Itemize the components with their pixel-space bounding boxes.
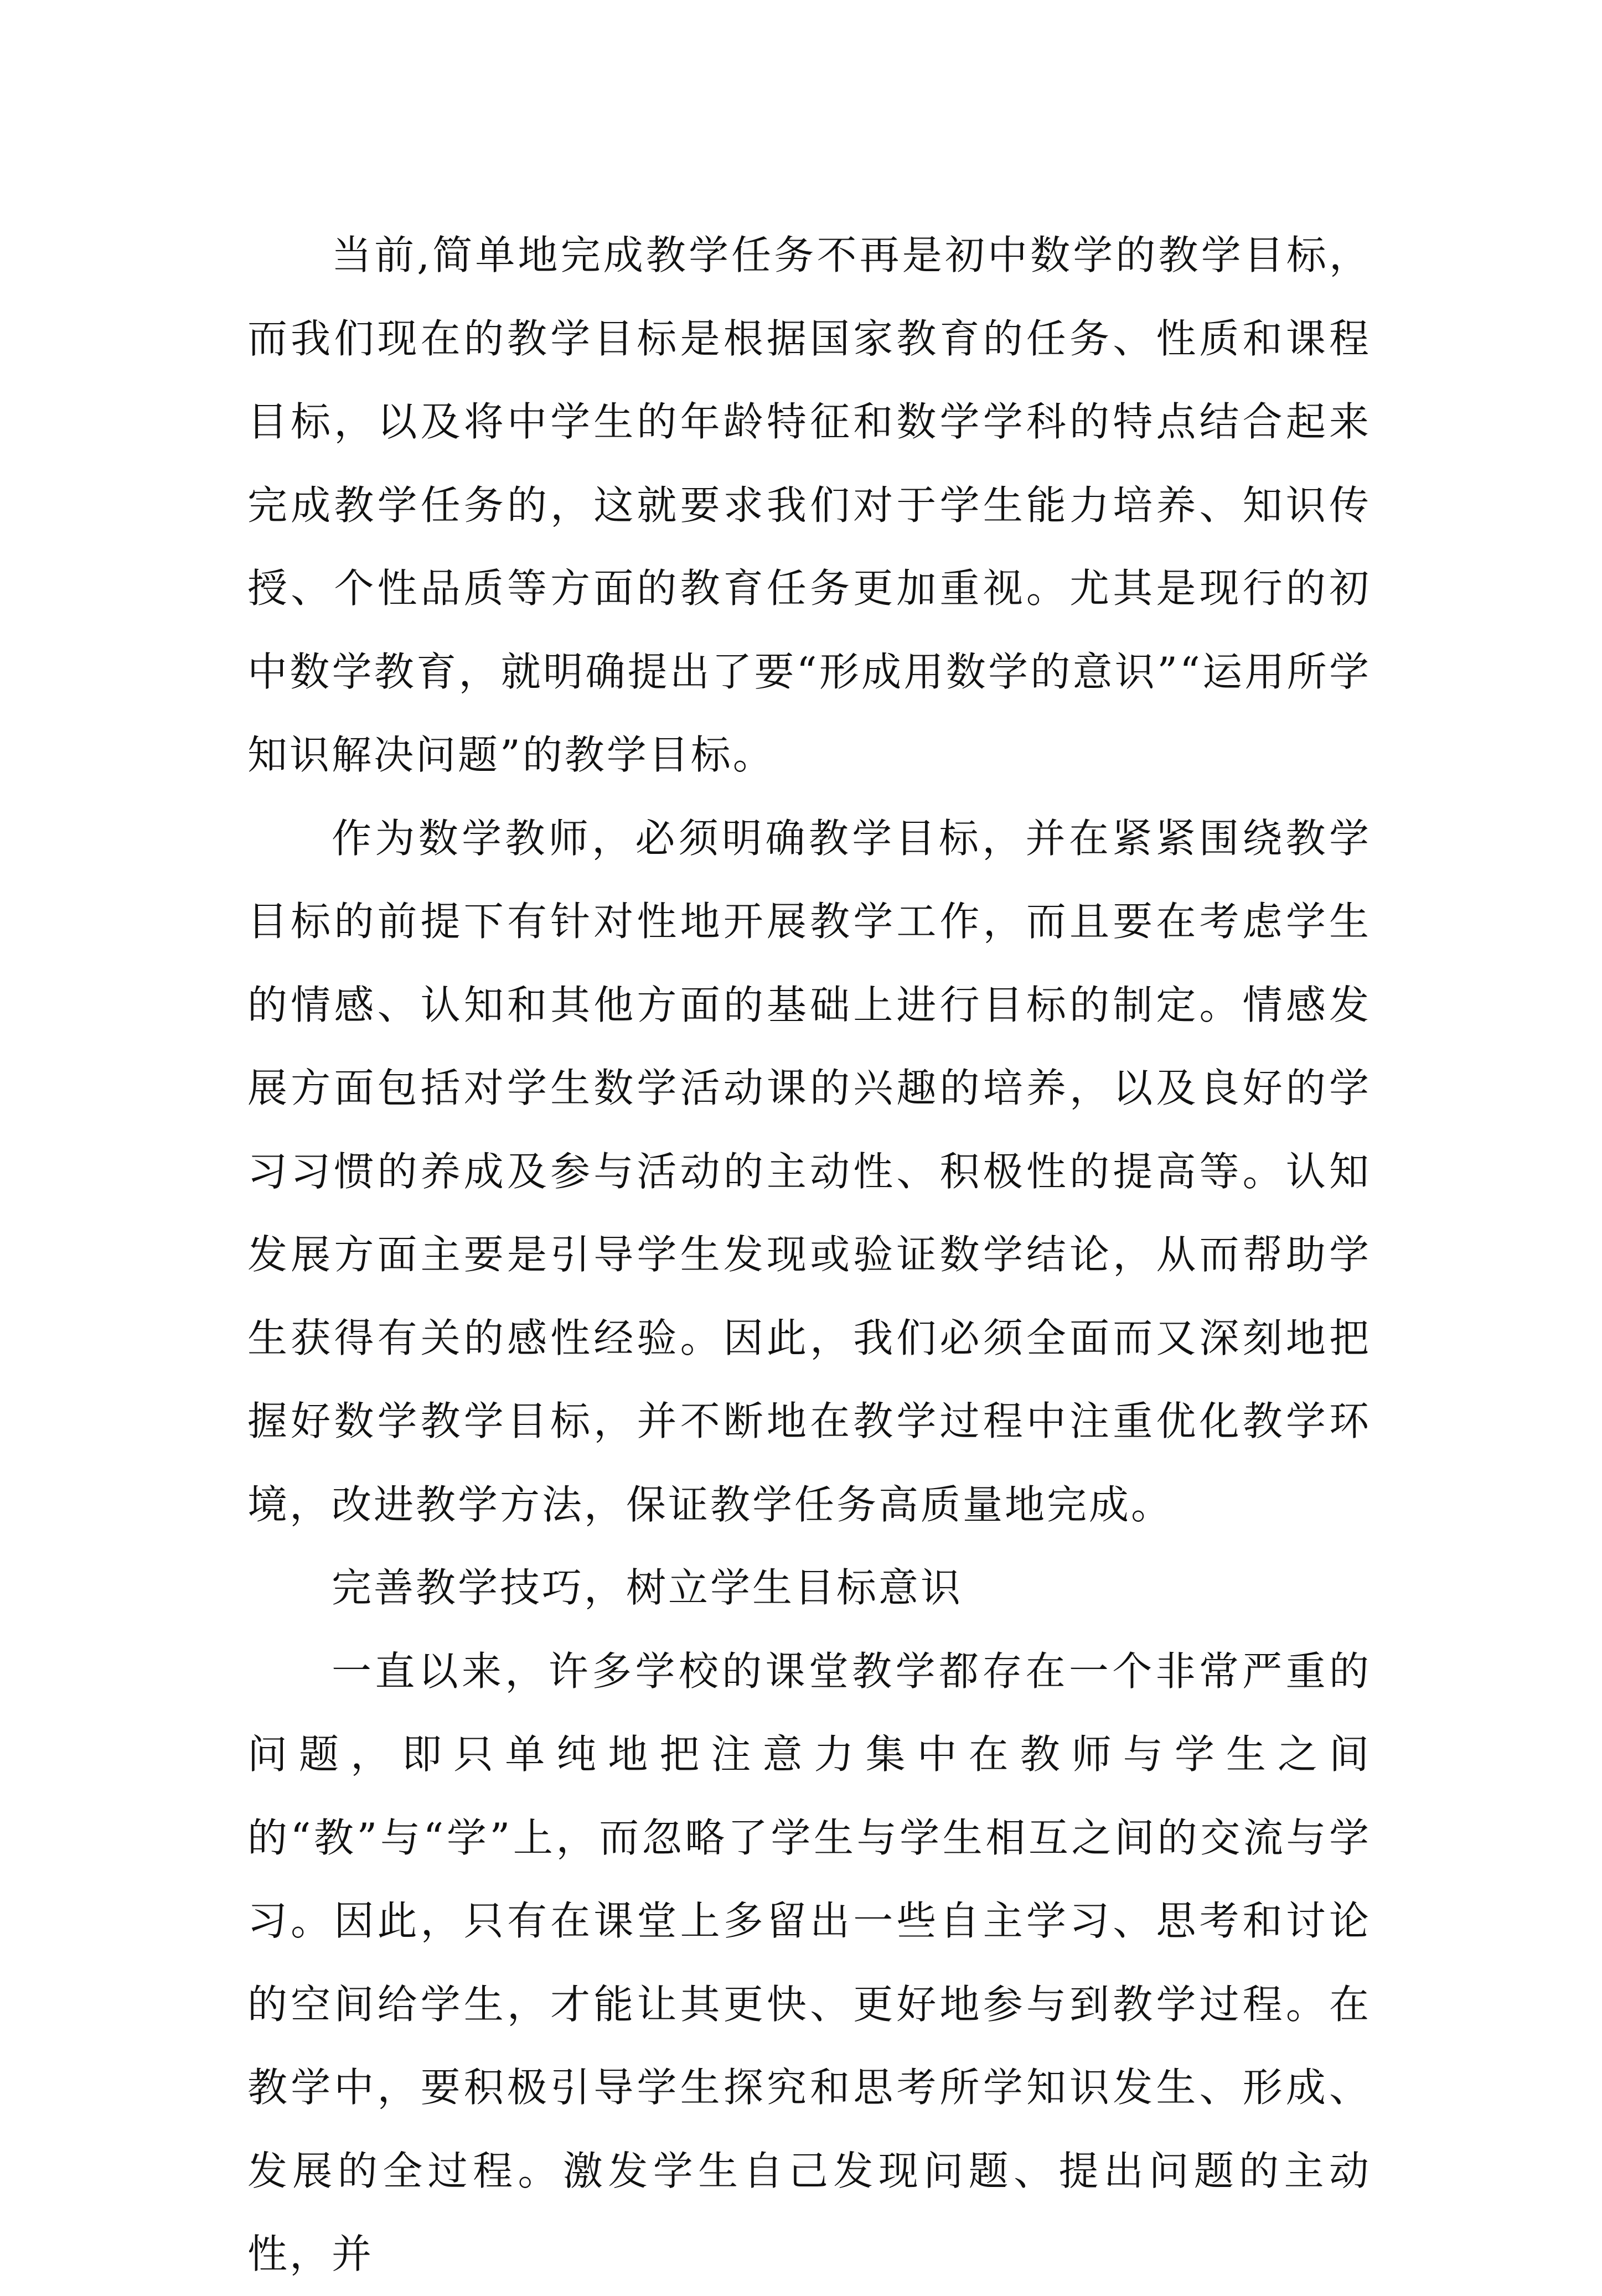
paragraph-classroom-interaction: 一直以来，许多学校的课堂教学都存在一个非常严重的问题，即只单纯地把注意力集中在教师与学生之间的“教”与“学”上，而忽略了学生与学生相互之间的交流与学习。因此，只有在课堂上多留出一些自主学习、思考和讨论的空间给学生，才能让其更快、更好地参与到教学过程。在教学中，要积极引导学生探究和思考所学知识发生、形成、发展的全过程。激发学生自己发现问题、提出问题的主动性，并 xyxy=(247,1647,1371,2277)
paragraph-teacher-goals: 作为数学教师，必须明确教学目标，并在紧紧围绕教学目标的前提下有针对性地开展教学工作，而且要在考虑学生的情感、认知和其他方面的基础上进行目标的制定。情感发展方面包括对学生数学活动课的兴趣的培养，以及良好的学习习惯的养成及参与活动的主动性、积极性的提高等。认知发展方面主要是引导学生发现或验证数学结论，从而帮助学生获得有关的感性经验。因此，我们必须全面而又深刻地把握好数学教学目标，并不断地在教学过程中注重优化教学环境，改进教学方法，保证教学任务高质量地完成。 xyxy=(247,815,1371,1528)
paragraph-teaching-objectives: 当前,简单地完成教学任务不再是初中数学的教学目标，而我们现在的教学目标是根据国家教育的任务、性质和课程目标，以及将中学生的年龄特征和数学学科的特点结合起来完成教学任务的，这就要求我们对于学生能力培养、知识传授、个性品质等方面的教育任务更加重视。尤其是现行的初中数学教育，就明确提出了要“形成用数学的意识”“运用所学知识解决问题”的教学目标。 xyxy=(247,232,1371,778)
document-body xyxy=(247,214,1371,2296)
section-heading: 完善教学技巧，树立学生目标意识 xyxy=(332,1564,963,1611)
